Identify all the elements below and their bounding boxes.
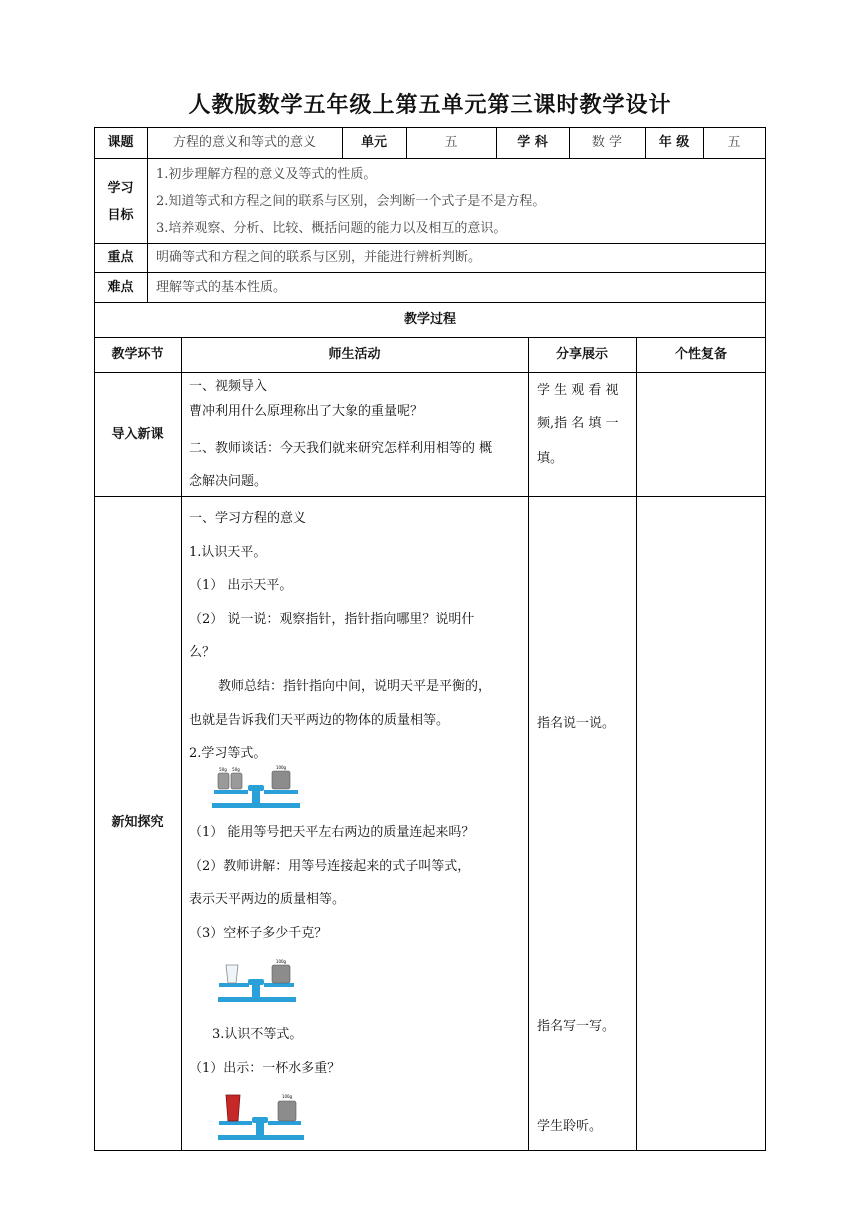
explore-share: 学生聆听。 [537,1119,603,1134]
subject-value: 数 学 [591,135,623,150]
col-header-share: 分享展示 [555,347,608,362]
weight-label: 100g [275,959,287,964]
unit-value: 五 [444,135,458,150]
explore-line: 3.认识不等式。 [212,1027,303,1042]
intro-activity: 曹冲利用什么原理称出了大象的重量呢？ [189,404,424,419]
explore-stage: 新知探究 [111,815,164,830]
explore-line: 2.学习等式。 [189,746,267,761]
weight-label: 100g [275,765,287,770]
explore-line: 一、学习方程的意义 [189,511,307,526]
subject-label: 学 科 [517,135,548,150]
explore-share: 指名说一说。 [537,716,616,731]
intro-stage: 导入新课 [111,427,164,442]
explore-line: （3）空杯子多少千克？ [189,926,328,941]
grade-label: 年 级 [658,135,690,150]
difficulty-text: 理解等式的基本性质。 [156,280,287,295]
topic-label: 课题 [107,135,134,150]
unit-label: 单元 [360,135,387,150]
weight-label: 50g [232,767,240,772]
intro-activity: 二、教师谈话：今天我们就来研究怎样利用相等的 概 [189,441,493,456]
goals-label-line2: 目标 [107,208,134,223]
explore-line: （2） 说一说：观察指针，指针指向哪里？说明什 [189,612,475,627]
col-header-activities: 师生活动 [328,347,381,362]
explore-line: 教师总结：指针指向中间，说明天平是平衡的， [218,679,492,694]
weight-label: 100g [281,1094,293,1099]
intro-share: 填。 [537,451,564,466]
grade-value: 五 [727,135,741,150]
difficulty-label: 难点 [107,280,134,295]
balance-scale-water-cup-image [216,1089,308,1143]
explore-share: 指名写一写。 [537,1019,616,1034]
explore-line: （1） 出示天平。 [189,578,293,593]
balance-scale-equal-image [208,765,304,811]
explore-line: （2）教师讲解：用等号连接起来的式子叫等式， [189,859,471,874]
balance-scale-empty-cup-image [216,955,298,1005]
explore-line: （1）出示：一杯水多重？ [189,1061,341,1076]
explore-line: 么？ [189,645,216,660]
goal-item: 1.初步理解方程的意义及等式的性质。 [156,167,377,182]
explore-line: 1.认识天平。 [189,545,267,560]
intro-activity: 一、视频导入 [189,379,268,394]
process-title: 教学过程 [403,312,456,327]
explore-line: 也就是告诉我们天平两边的物体的质量相等。 [189,713,450,728]
explore-line: （1） 能用等号把天平左右两边的质量连起来吗？ [189,825,475,840]
col-header-stage: 教学环节 [111,347,164,362]
key-point-text: 明确等式和方程之间的联系与区别，并能进行辨析判断。 [156,250,482,265]
lesson-table [94,127,766,1151]
goals-label-line1: 学习 [107,181,134,196]
weight-label: 50g [219,767,227,772]
intro-share: 频,指 名 填 一 [537,416,619,431]
intro-activity: 念解决问题。 [189,474,268,489]
intro-share: 学 生 观 看 视 [537,383,619,398]
key-point-label: 重点 [107,250,134,265]
col-header-notes: 个性复备 [674,347,727,362]
topic-value: 方程的意义和等式的意义 [172,135,316,150]
page-title: 人教版数学五年级上第五单元第三课时教学设计 [188,93,672,118]
goal-item: 3.培养观察、分析、比较、概括问题的能力以及相互的意识。 [156,221,507,236]
explore-line: 表示天平两边的质量相等。 [189,892,346,907]
goal-item: 2.知道等式和方程之间的联系与区别，会判断一个式子是不是方程。 [156,194,546,209]
